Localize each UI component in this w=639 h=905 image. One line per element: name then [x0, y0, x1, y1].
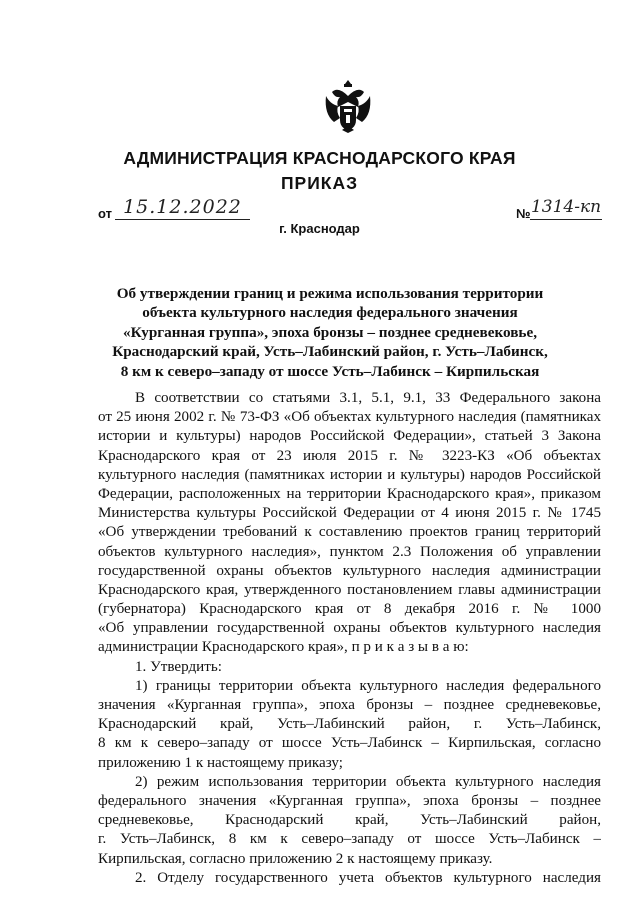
- subject-line: Краснодарский край, Усть–Лабинский район, г. Усть–Лабинск,: [112, 343, 548, 361]
- body-line: средневековье, Краснодарский край, Усть–Лабинский район,: [98, 812, 601, 829]
- body-line: культурного наследия (памятниках истории и культуры) народов Российской: [98, 466, 601, 483]
- document-subject: [100, 284, 560, 381]
- body-line: истории и культуры) народов Российской Федерации», статьей 3 Закона: [98, 428, 601, 445]
- body-line: г. Усть–Лабинск, 8 км к северо–западу от шоссе Усть–Лабинск –: [98, 831, 601, 848]
- body-line: «Об утверждении требований к составлению проектов границ территорий: [98, 524, 601, 541]
- body-line: приложению 1 к настоящему приказу;: [98, 754, 343, 771]
- body-line: от 25 июня 2002 г. № 73-ФЗ «Об объектах культурного наследия (памятниках: [98, 409, 601, 426]
- document-body: [98, 389, 601, 888]
- body-line: 2. Отделу государственного учета объектов культурного наследия: [135, 869, 601, 886]
- body-line: Краснодарский край, Усть–Лабинский район, г. Усть–Лабинск,: [98, 716, 601, 733]
- subject-line: «Курганная группа», эпоха бронзы – позднее средневековье,: [123, 323, 537, 341]
- number-label: №: [516, 206, 531, 221]
- document-date: 15.12.2022: [115, 195, 250, 220]
- document-number: 1314-кп: [530, 195, 602, 220]
- date-label: от: [98, 206, 112, 221]
- body-line: 2) режим использования территории объекта культурного наследия: [135, 773, 601, 790]
- body-line: государственной охраны объектов культурного наследия администрации: [98, 562, 601, 579]
- body-line: администрации Краснодарского края», п р и к а з ы в а ю:: [98, 639, 469, 656]
- body-line: (губернатора) Краснодарского края от 8 декабря 2016 г. № 1000: [98, 601, 601, 618]
- body-line: Министерства культуры Российской Федерации от 4 июня 2015 г. № 1745: [98, 505, 601, 522]
- body-line: 8 км к северо–западу от шоссе Усть–Лабинск – Кирпильская, согласно: [98, 735, 601, 752]
- subject-line: 8 км к северо–западу от шоссе Усть–Лабинск – Кирпильская: [120, 362, 540, 380]
- body-line: Краснодарского края, утвержденного постановлением главы администрации: [98, 581, 601, 598]
- body-line: объектов культурного наследия», пунктом 2.3 Положения об управлении: [98, 543, 601, 560]
- body-line: В соответствии со статьями 3.1, 5.1, 9.1, 33 Федерального закона: [135, 390, 601, 406]
- body-line: значения «Курганная группа», эпоха бронзы – позднее средневековье,: [98, 697, 601, 713]
- body-line: Краснодарского края от 23 июля 2015 г. № 3223-КЗ «Об объектах: [98, 447, 601, 464]
- document-type-title: ПРИКАЗ: [280, 173, 359, 193]
- body-line: федерального значения «Курганная группа», эпоха бронзы – позднее: [98, 792, 601, 809]
- body-line: «Об управлении государственной охраны объектов культурного наследия: [98, 620, 601, 637]
- body-line: Кирпильская, согласно приложению 2 к настоящему приказу.: [98, 850, 493, 867]
- body-line: 1) границы территории объекта культурного наследия федерального: [135, 677, 601, 694]
- organization-title: АДМИНИСТРАЦИЯ КРАСНОДАРСКОГО КРАЯ: [123, 148, 516, 168]
- subject-line: объекта культурного наследия федерального значения: [142, 304, 518, 322]
- coat-of-arms-emblem: [322, 78, 374, 134]
- subject-line: Об утверждении границ и режима использования территории: [116, 285, 544, 302]
- body-line: Федерации, расположенных на территории Краснодарского края», приказом: [98, 485, 601, 502]
- document-city: г. Краснодар: [279, 221, 360, 236]
- body-line: 1. Утвердить:: [135, 658, 222, 675]
